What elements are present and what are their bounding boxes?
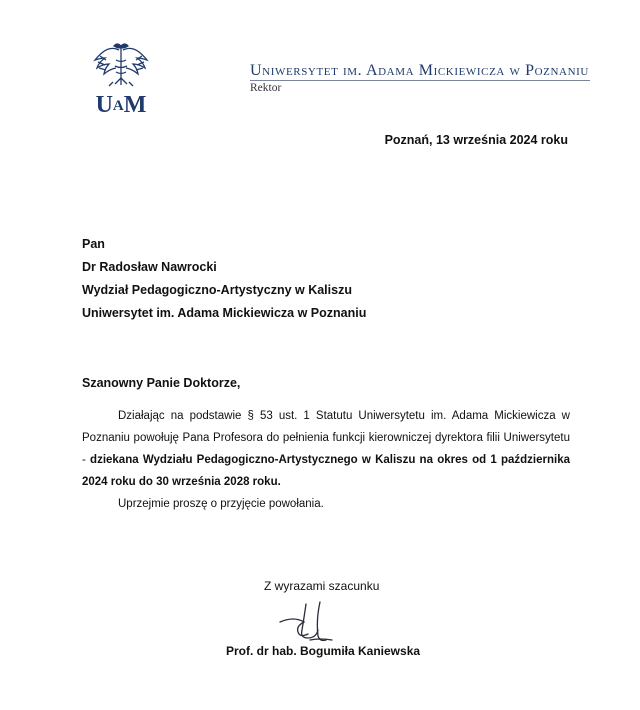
appointment-term-text: dziekana Wydziału Pedagogiczno-Artystycznego w Kaliszu na okres od 1 października 2024 roku do 30 września 2028 roku. — [82, 454, 570, 488]
addressee-name: Dr Radosław Nawrocki — [82, 260, 217, 274]
addressee-university: Uniwersytet im. Adama Mickiewicza w Poznaniu — [82, 306, 367, 320]
university-name: Uniwersytet im. Adama Mickiewicza w Poznaniu — [250, 62, 589, 79]
request-paragraph: Uprzejmie proszę o przyjęcie powołania. — [118, 498, 324, 510]
office-title: Rektor — [250, 82, 282, 94]
appointment-text: Działając na podstawie § 53 ust. 1 Statutu Uniwersytetu im. Adama Mickiewicza w Poznaniu powołuję Pana Profesora do pełnienia funkcji kierowniczej dyrektora filii Uniwersytetu - — [82, 410, 570, 466]
letter-body — [82, 405, 570, 515]
date-line: Poznań, 13 września 2024 roku — [384, 133, 568, 147]
closing-phrase: Z wyrazami szacunku — [264, 579, 380, 593]
addressee-title: Pan — [82, 237, 105, 251]
uam-logo — [86, 38, 156, 118]
header-divider — [250, 80, 590, 81]
signer-name: Prof. dr hab. Bogumiła Kaniewska — [226, 644, 421, 658]
salutation: Szanowny Panie Doktorze, — [82, 376, 241, 390]
uam-logo-text: UAM — [95, 92, 147, 118]
uam-eagle-emblem — [86, 38, 156, 118]
appointment-paragraph — [82, 405, 570, 493]
handwritten-signature — [276, 600, 346, 650]
addressee-block — [82, 233, 366, 325]
addressee-faculty: Wydział Pedagogiczno-Artystyczny w Kaliszu — [82, 283, 352, 297]
